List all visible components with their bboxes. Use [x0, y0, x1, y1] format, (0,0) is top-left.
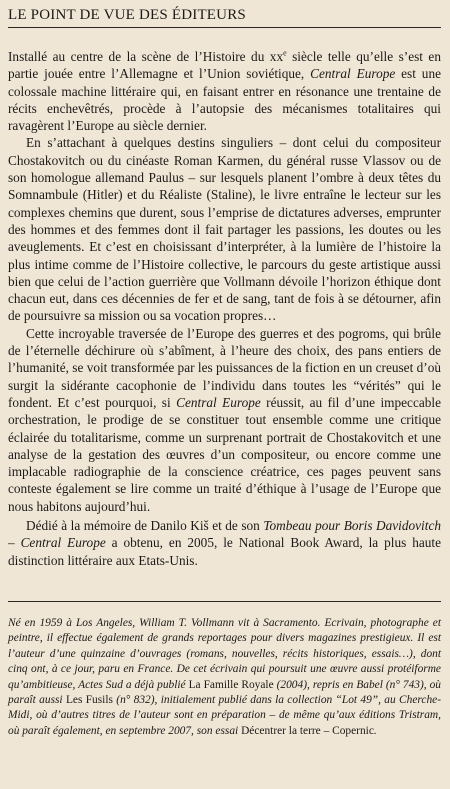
paragraph-1-text-b: siècle telle qu’elle s’est en partie jouée entre l’Allemagne et l’Union soviétique, [8, 49, 441, 82]
paragraph-2: En s’attachant à quelques destins singuliers – dont celui du compositeur Chostakovitch ou du cinéaste Roman Karmen, du général russe Vlassov ou de son homologue allemand Paulus – sur lesquels planent l’ombre à deux têtes du Somnambule (Hitler) et du Réaliste (Staline), le livre entraîne le lecteur sur les complexes chemins que durent, sous l’emprise de dictatures adverses, emprunter des hommes et des femmes dont il fait partager les passions, les doutes ou les aveuglements. Et c’est en choisissant d’interpréter, à la lumière de l’histoire la plus intime comme de l’Histoire collective, le parcours du geste artistique aussi bien que celui de l’action guerrière que Vollmann dévoile l’horizon éthique dont chacun eut, dans ces décennies de fer et de sang, tant de fois à se détourner, afin de poursuivre sa mission ou sa vocation propres… [8, 135, 441, 324]
bio-title-decentrer: Décentrer la terre – Copernic [241, 724, 374, 737]
paragraph-1 [8, 48, 441, 134]
paragraph-4 [8, 517, 441, 569]
paragraph-1-text-c: est une colossale machine littéraire qui, en faisant entrer en résonance une trentaine de récits enchevêtrés, procède à l’autopsie des mécanismes totalitaires qui ravagèrent l’Europe au siècle dernier. [8, 66, 441, 134]
book-title-central-europe: Central Europe [310, 66, 396, 82]
page-heading: LE POINT DE VUE DES ÉDITEURS [8, 7, 246, 23]
paragraph-1-text-a: Installé au centre de la scène de l’Histoire du xx [8, 49, 284, 64]
heading-divider [8, 27, 441, 28]
bio-title-famille-royale: La Famille Royale [188, 678, 274, 691]
century-superscript: e [283, 48, 287, 58]
bio-divider [8, 601, 441, 602]
paragraph-4-text-b: a obtenu, en 2005, le National Book Award, la plus haute distinction littéraire aux Etats-Unis. [8, 535, 441, 568]
book-title-central-europe: Central Europe [176, 394, 261, 410]
book-title-central-europe: Central Europe [20, 535, 106, 551]
author-bio [8, 616, 441, 739]
paragraph-3-text-a: Cette incroyable traversée de l’Europe des guerres et des pogroms, qui brûle de l’éternelle déchirure où s’abîment, à l’heure des choix, des pans entiers de l’humanité, se voit transformée par les puissances de la fiction en un creuset d’où surgit la sidérante cacophonie de l’individu dans toutes les “vérités” qui le fondent. Et c’est pourquoi, si [8, 325, 441, 410]
publisher-review [8, 48, 441, 569]
paragraph-3-text-b: réussit, au fil d’une impeccable orchestration, le prodige de se constituer tout ensemble comme une critique éclairée du totalitarisme, comme un surprenant portrait de Chostakovitch et une analyse de la gestation des œuvres d’un compositeur, ou encore comme une implacable radiographie de la conscience créatrice, ces pages peuvent sans conteste également se lire comme un traité d’éthique à l’usage de l’Europe que nous habitons aujourd’hui. [8, 394, 441, 514]
paragraph-4-text-a: Dédié à la mémoire de Danilo Kiš et de son [26, 518, 264, 534]
title-dash: – [8, 535, 21, 551]
bio-text-a: Né en 1959 à Los Angeles, William T. Vollmann vit à Sacramento. Ecrivain, photographe et peintre, il effectue également de grands reportages pour divers magazines prestigieux. Il est l’auteur d’une quinzaine d’ouvrages (romans, nouvelles, récits historiques, essais…), dont cinq ont, à ce jour, paru en France. De cet écrivain qui poursuit une œuvre aussi protéiforme qu’ambitieuse, Actes Sud a déjà publié [8, 616, 441, 691]
bio-text-b: (2004), repris en Babel (n° 743), où paraît aussi [8, 678, 441, 706]
bio-text-c: (n° 832), initialement publié dans la collection “Lot 49”, au Cherche-Midi, où d’autres titres de l’auteur sont en préparation – de même qu’aux éditions Tristram, où paraît également, en septembre 2007, son essai [8, 693, 441, 737]
paragraph-3 [8, 325, 441, 515]
book-title-tombeau: Tombeau pour Boris Davidovitch [263, 518, 441, 534]
bio-title-fusils: Les Fusils [65, 693, 113, 706]
bio-text-d: . [373, 724, 377, 737]
